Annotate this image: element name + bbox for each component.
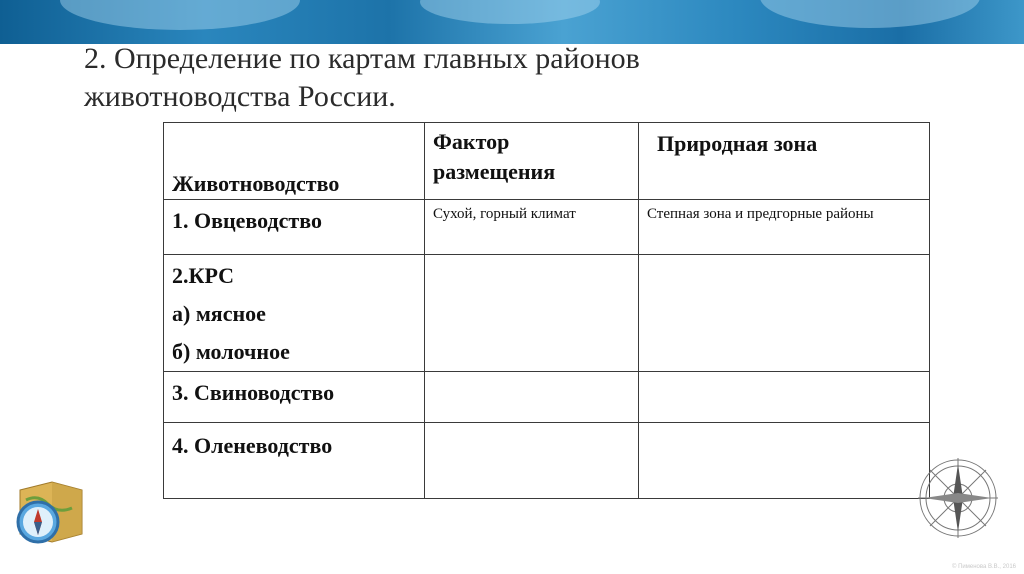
livestock-table bbox=[163, 122, 930, 499]
table-row bbox=[164, 255, 930, 372]
cell-factor bbox=[425, 255, 639, 372]
title-line-2: животноводства России. bbox=[84, 80, 396, 113]
slide-title bbox=[84, 40, 844, 116]
table-row bbox=[164, 372, 930, 423]
row-label bbox=[164, 200, 425, 255]
cell-factor: Сухой, горный климат bbox=[425, 200, 639, 255]
header-band bbox=[0, 0, 1024, 44]
header-livestock: Животноводство bbox=[164, 123, 425, 200]
cell-zone: Степная зона и предгорные районы bbox=[639, 200, 930, 255]
cell-zone bbox=[639, 423, 930, 499]
map-with-compass-icon bbox=[12, 478, 88, 548]
row-label-line: б) молочное bbox=[172, 339, 290, 364]
cell-zone bbox=[639, 372, 930, 423]
cell-zone bbox=[639, 255, 930, 372]
row-label-line: 2.КРС bbox=[172, 263, 235, 288]
header-placement-factor: Фактор размещения bbox=[425, 123, 639, 200]
table-row bbox=[164, 423, 930, 499]
row-label-line: 4. Оленеводство bbox=[172, 433, 333, 458]
row-label bbox=[164, 255, 425, 372]
header-natural-zone: Природная зона bbox=[639, 123, 930, 200]
table-header-row bbox=[164, 123, 930, 200]
copyright-note: © Пименова В.В., 2016 bbox=[951, 564, 1016, 570]
table-row bbox=[164, 200, 930, 255]
row-label bbox=[164, 423, 425, 499]
compass-rose-icon bbox=[916, 456, 1000, 540]
row-label-line: 3. Свиноводство bbox=[172, 380, 335, 405]
row-label-line: 1. Овцеводство bbox=[172, 208, 322, 233]
cell-factor bbox=[425, 423, 639, 499]
cell-factor bbox=[425, 372, 639, 423]
row-label-line: а) мясное bbox=[172, 301, 266, 326]
row-label bbox=[164, 372, 425, 423]
title-line-1: 2. Определение по картам главных районов bbox=[84, 42, 640, 75]
